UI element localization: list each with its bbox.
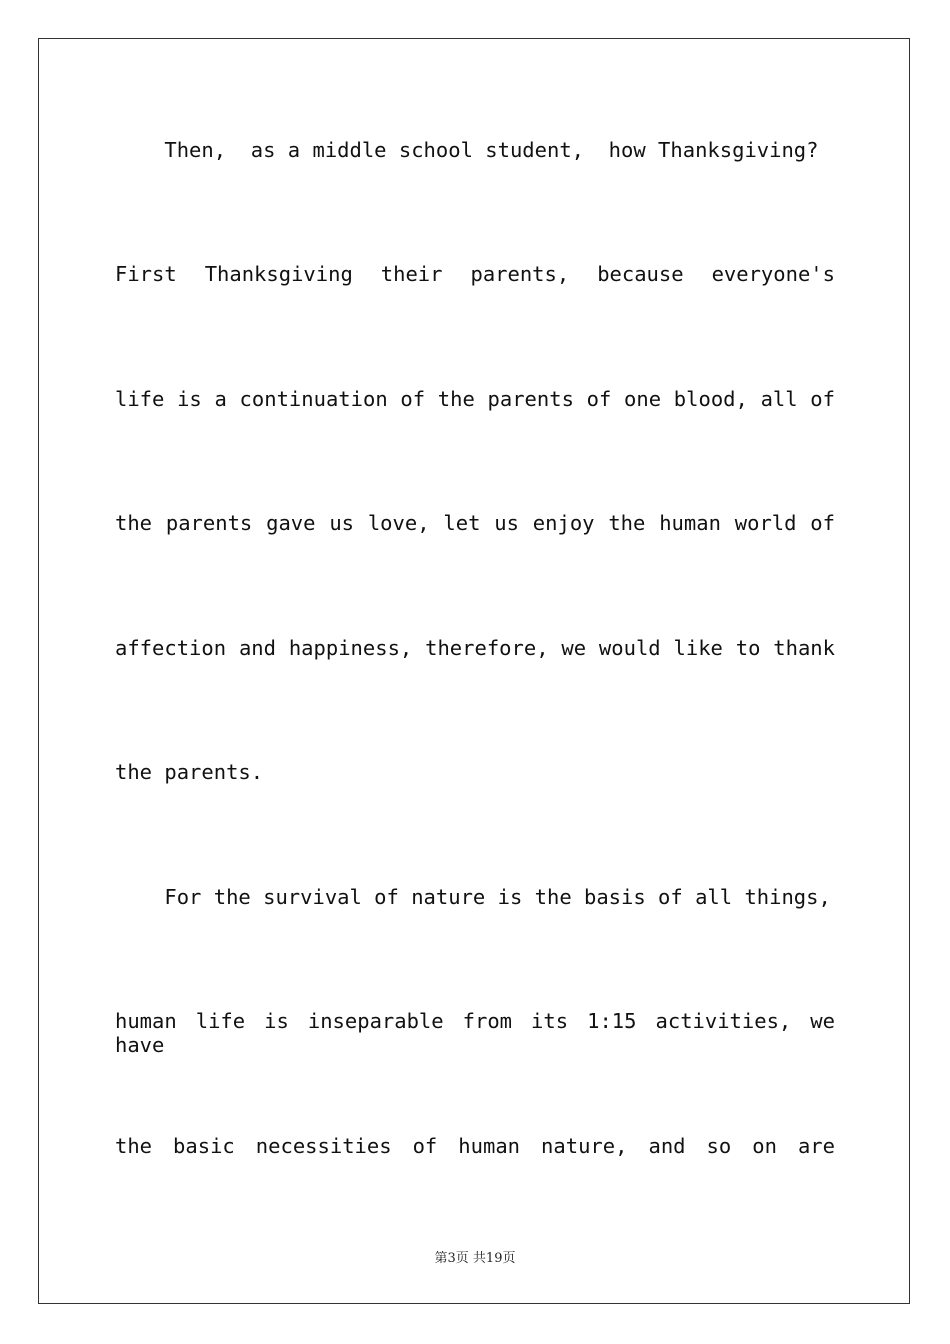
text-line: affection and happiness, therefore, we would like to thank	[115, 636, 835, 660]
text-line: the parents.	[115, 760, 264, 784]
page-border	[38, 38, 910, 1304]
text-line: life is a continuation of the parents of one blood, all of	[115, 387, 835, 411]
text-line: First Thanksgiving their parents, because everyone's	[115, 262, 835, 286]
text-line: the basic necessities of human nature, and so on are	[115, 1134, 835, 1158]
text-line: the parents gave us love, let us enjoy the human world of	[115, 511, 835, 535]
text-line: human life is inseparable from its 1:15 activities, we have	[115, 1009, 835, 1057]
text-line: Then, as a middle school student, how Thanksgiving?	[115, 138, 819, 162]
page-footer: 第3页 共19页	[434, 1251, 516, 1266]
text-line: For the survival of nature is the basis of all things,	[115, 885, 831, 909]
